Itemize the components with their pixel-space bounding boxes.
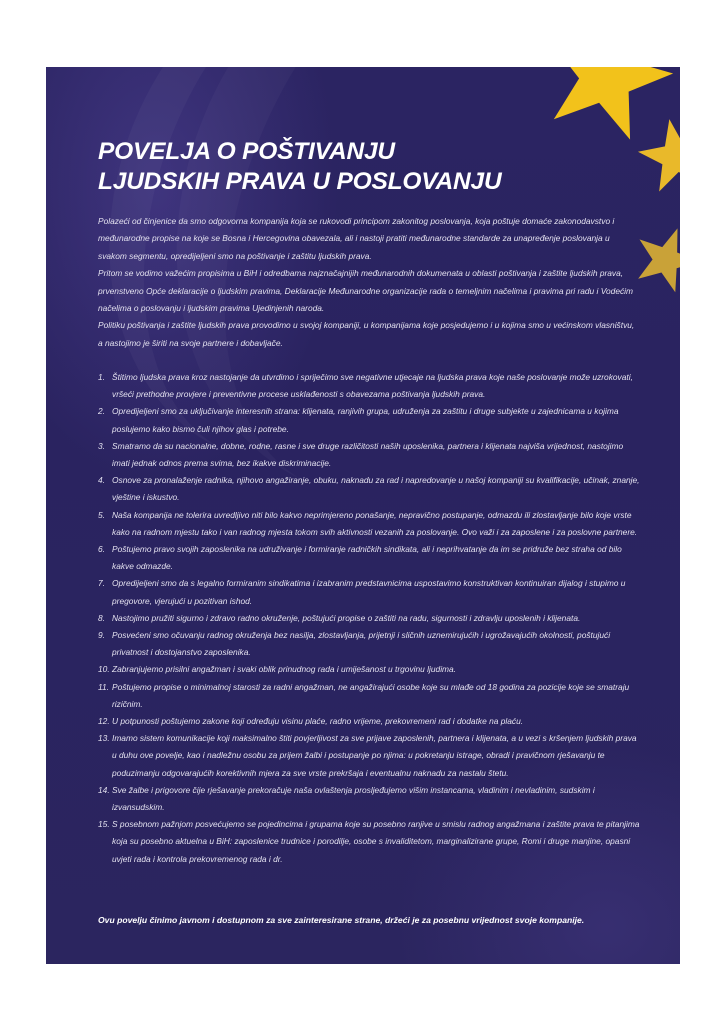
- item-number: 15.: [98, 819, 110, 830]
- charter-poster: [46, 67, 680, 964]
- item-number: 11.: [98, 681, 110, 692]
- list-item: [98, 507, 640, 541]
- item-text: Smatramo da su nacionalne, dobne, rodne, rasne i sve druge različitosti naših uposlenika, partnera i klijenata najviša vrijednost, nastojimo imati jednak odnos prema svima, bez ikakve diskriminacije.: [112, 440, 624, 469]
- list-item: [98, 438, 640, 472]
- item-text: Poštujemo propise o minimalnoj starosti za radni angažman, ne angažirajući osobe koje su mlađe od 18 godina za pozicije koje se smatraju rizičnim.: [112, 681, 630, 709]
- intro-paragraph: Politiku poštivanja i zaštite ljudskih prava provodimo u svojoj kompaniji, u kompanijama koje posjedujemo i u kojima smo u većinskom vlasništvu, a nastojimo je širiti na svoje partnere i dobavljače.: [98, 320, 635, 348]
- item-number: 5.: [98, 509, 105, 520]
- item-text: S posebnom pažnjom posvećujemo se pojedincima i grupama koje su posebno ranjive u smislu radnog angažmana i zaštite prava te pitanjima koja su posebno aktuelna u BiH: zaposlenice trudnice i porodilje, osobe s invaliditetom, marginalizirane grupe, Romi i druge manjine, opasni uvjeti rada i kontrola prekovremenog rada i dr.: [112, 819, 640, 864]
- item-number: 13.: [98, 733, 110, 744]
- item-text: Nastojimo pružiti sigurno i zdravo radno okruženje, poštujući propise o zaštiti na radu, sigurnosti i zdravlju uposlenih i klijenata.: [112, 612, 581, 623]
- star-decoration-lower: [631, 225, 680, 295]
- item-number: 9.: [98, 630, 105, 641]
- list-item: [98, 627, 640, 661]
- list-item: [98, 730, 640, 782]
- item-text: Opredijeljeni smo za uključivanje interesnih strana: klijenata, ranjivih grupa, udruženja za zaštitu i druge subjekte u zajednicama u kojima poslujemo kako bismo čuli njihov glas i potrebe.: [112, 406, 619, 434]
- item-text: Naša kompanija ne tolerira uvredljivo niti bilo kakvo neprimjereno ponašanje, nepravično postupanje, odmazdu ili zlostavljanje bilo koje vrste kako na radnom mjestu tako i van radnog mjesta tokom svih aktivnosti vezanih za poslovanje. Ovo važi i za zaposlene i za poslovne partnere.: [112, 509, 638, 537]
- list-item: [98, 575, 640, 609]
- item-text: Osnove za pronalaženje radnika, njihovo angažiranje, obuku, naknadu za rad i napredovanje u našoj kompaniji su kvalifikacije, učinak, znanje, vještine i iskustvo.: [112, 475, 640, 503]
- list-item: [98, 403, 640, 437]
- item-number: 4.: [98, 475, 105, 486]
- intro-paragraph: Polazeći od činjenice da smo odgovorna kompanija koja se rukovodi principom zakonitog poslovanja, koja poštuje domaće zakonodavstvo i međunarodne propise na koje se Bosna i Hercegovina obavezala, ali i nastoji pratiti međunarodne standarde za unapređenje poslovanja u svakom segmentu, opredijeljeni smo na poštivanje i zaštitu ljudskih prava.: [98, 216, 615, 261]
- list-item: [98, 369, 640, 403]
- list-item: [98, 679, 640, 713]
- commitments-list: [98, 369, 640, 868]
- item-text: Imamo sistem komunikacije koji maksimalno štiti povjerljivost za sve prijave zaposlenih, partnera i klijenata, a u vezi s kršenjem ljudskih prava u duhu ove povelje, kao i nadležnu osobu za prijem žalbi i postupanje po njima: u pokretanju istrage, obradi i pravičnom rješavanju te poduzimanju odgovarajućih korektivnih mjera za sve vrste prekršaja i eventualnu naknadu za nastalu štetu.: [112, 733, 637, 778]
- list-item: [98, 661, 640, 678]
- item-number: 10.: [98, 664, 110, 675]
- closing-statement: Ovu povelju činimo javnom i dostupnom za sve zainteresirane strane, držeći je za posebnu vrijednost svoje kompanije.: [98, 914, 585, 925]
- item-number: 14.: [98, 784, 110, 795]
- intro-paragraph: Pritom se vodimo važećim propisima u BiH i odredbama najznačajnijih međunarodnih dokumenata u oblasti poštivanja i zaštite ljudskih prava, prvenstveno Opće deklaracije o ljudskim pravima, Deklaracije Međunarodne organizacije rada o temeljnim načelima i pravima pri radu i Vodećim načelima o poslovanju i ljudskim pravima Ujedinjenih naroda.: [98, 268, 634, 314]
- list-item: [98, 541, 640, 575]
- item-number: 7.: [98, 578, 105, 589]
- item-number: 3.: [98, 440, 105, 451]
- item-text: Zabranjujemo prisilni angažman i svaki oblik prinudnog rada i umiješanost u trgovinu ljudima.: [112, 664, 457, 675]
- list-item: [98, 713, 640, 730]
- item-text: U potpunosti poštujemo zakone koji određuju visinu plaće, radno vrijeme, prekovremeni rad i dodatke na plaću.: [112, 716, 524, 727]
- item-text: Opredijeljeni smo da s legalno formiranim sindikatima i izabranim predstavnicima uspostavimo konstruktivan kontinuiran dijalog i stupimo u pregovore, vjerujući u pozitivan ishod.: [112, 578, 626, 606]
- star-decoration-middle: [636, 117, 680, 197]
- item-number: 12.: [98, 716, 110, 727]
- list-item: [98, 472, 640, 506]
- list-item: [98, 816, 640, 868]
- list-item: [98, 782, 640, 816]
- list-item: [98, 610, 640, 627]
- title-line-2: LJUDSKIH PRAVA U POSLOVANJU: [98, 168, 502, 195]
- item-number: 8.: [98, 612, 105, 623]
- intro-section: [98, 213, 638, 352]
- item-text: Posvećeni smo očuvanju radnog okruženja bez nasilja, zlostavljanja, prijetnji i sličnih uznemirujućih i ugrožavajućih okolnosti, poštujući privatnost i dostojanstvo zaposlenika.: [112, 630, 611, 658]
- item-number: 2.: [98, 406, 105, 417]
- item-number: 1.: [98, 372, 105, 382]
- item-text: Štitimo ljudska prava kroz nastojanje da utvrdimo i spriječimo sve negativne utjecaje na ljudska prava koje naše poslovanje može uzrokovati, vršeći prethodne provjere i preventivne procese usklađenosti s obavezama poštivanja ljudskih prava.: [112, 372, 633, 400]
- item-text: Sve žalbe i prigovore čije rješavanje prekoračuje naša ovlaštenja prosljeđujemo višim instancama, vladinim i nevladinim, sudskim i izvansudskim.: [112, 784, 595, 813]
- page-title: [98, 137, 618, 197]
- title-line-1: POVELJA O POŠTIVANJU: [98, 138, 395, 165]
- item-text: Poštujemo pravo svojih zaposlenika na udruživanje i formiranje radničkih sindikata, ali i neprihvatanje da im se pridruže bez straha od bilo kakve odmazde.: [112, 544, 622, 572]
- item-number: 6.: [98, 544, 105, 555]
